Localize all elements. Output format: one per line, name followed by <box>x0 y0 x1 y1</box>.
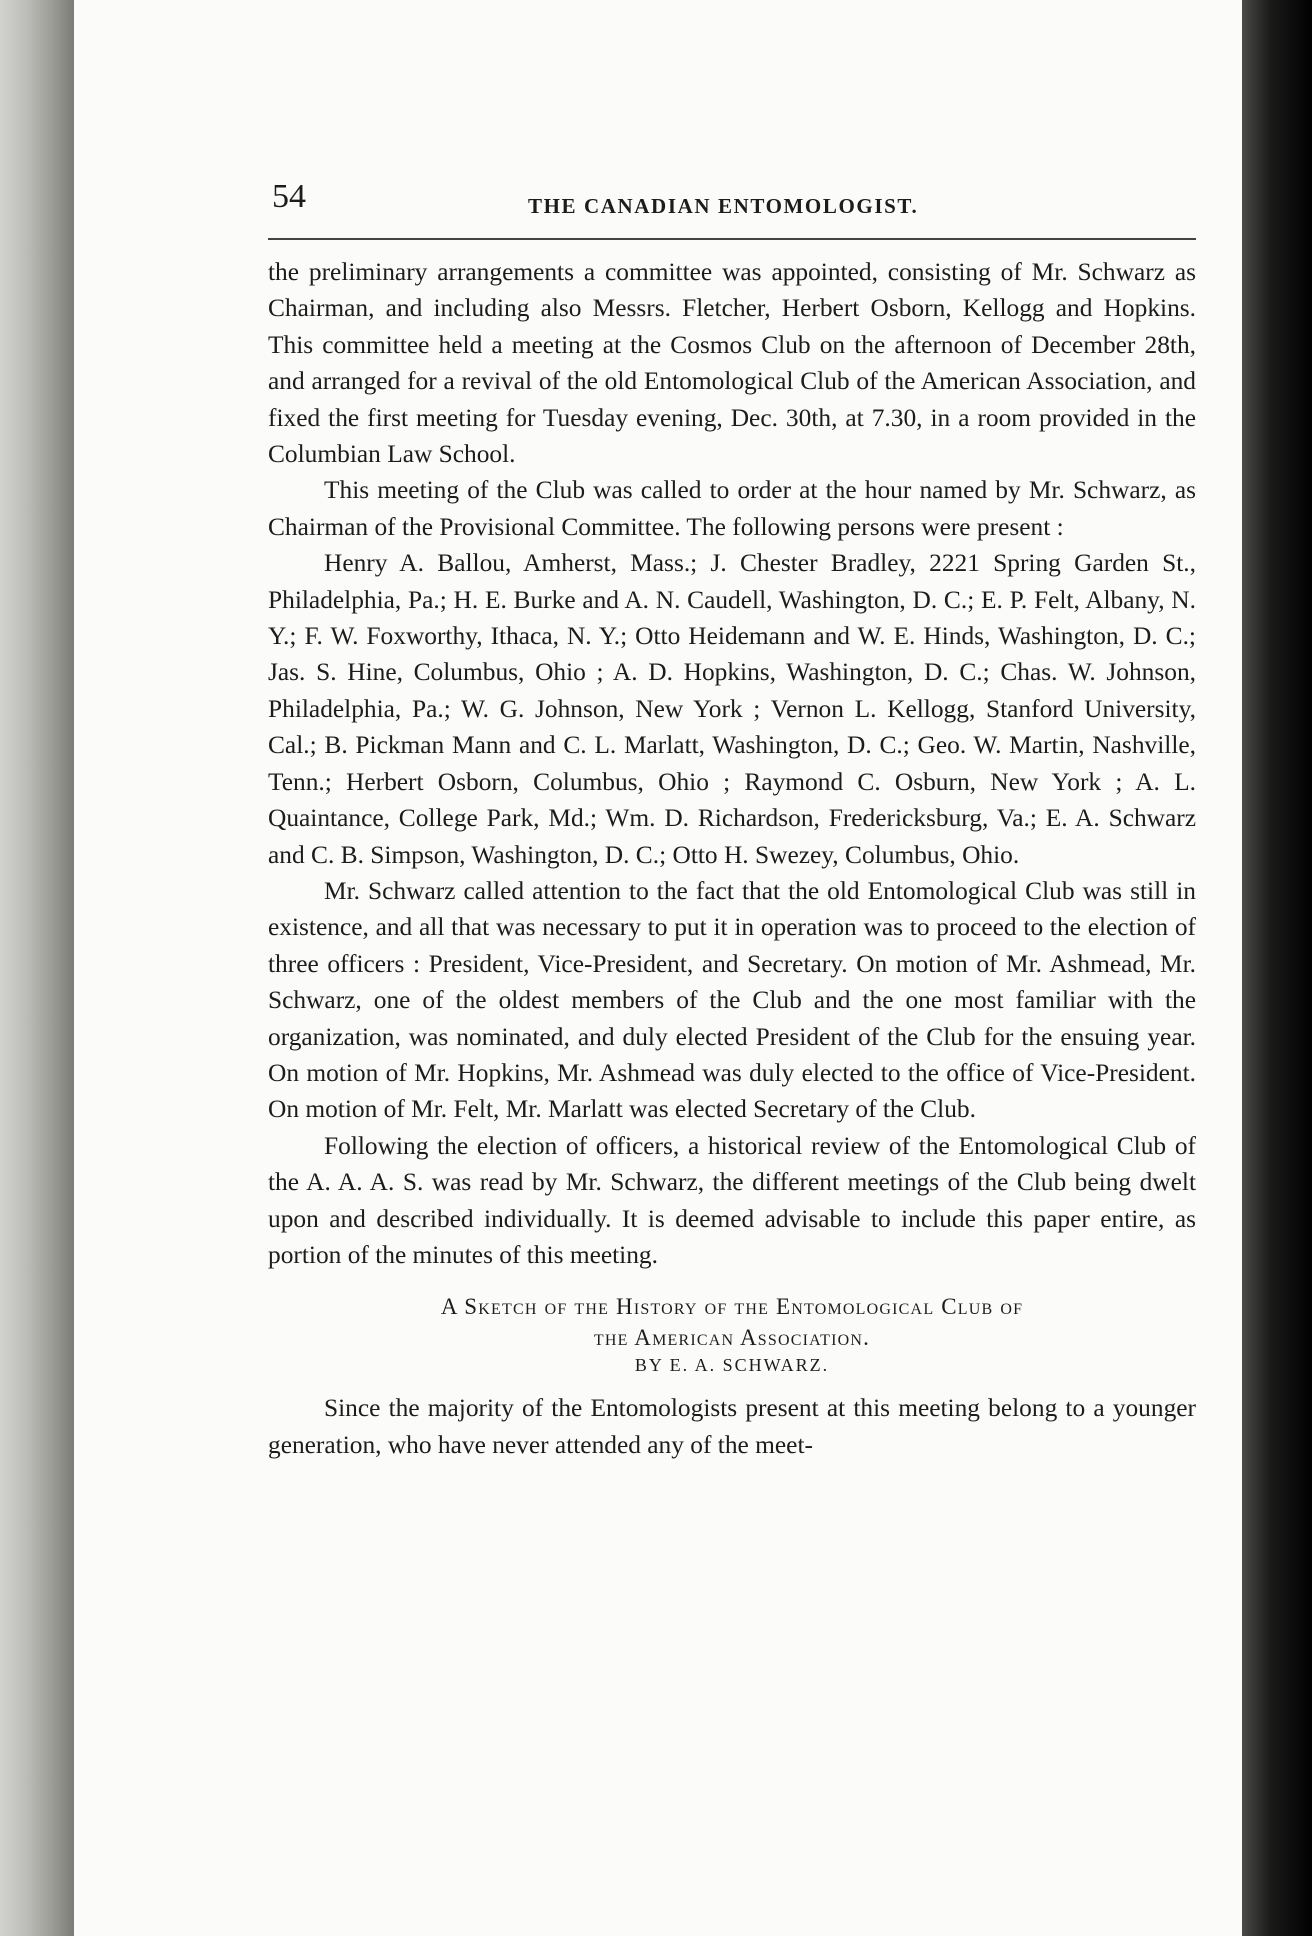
page-number: 54 <box>272 178 306 215</box>
page-text-block <box>268 178 1196 1463</box>
page-header <box>268 178 1196 232</box>
paragraph-sketch-opening: Since the majority of the Entomologists present at this meeting belong to a younger generation, who have never attended any of the meet- <box>268 1394 1196 1459</box>
paragraph-historical-review: Following the election of officers, a historical review of the Entomological Club of the A. A. A. S. was read by Mr. Schwarz, the different meetings of the Club being dwelt upon and described individually. It is deemed advisable to include this paper entire, as portion of the minutes of this meeting. <box>268 1131 1196 1269</box>
section-heading-line-1: A Sketch of the History of the Entomological Club of <box>440 1294 1024 1320</box>
header-rule <box>268 238 1196 240</box>
paragraph-continuation: the preliminary arrangements a committee was appointed, consisting of Mr. Schwarz as Chairman, and including also Messrs. Fletcher, Herbert Osborn, Kellogg and Hopkins. This committee held a meeting at the Cosmos Club on the afternoon of December 28th, and arranged for a revival of the old Entomological Club of the American Association, and fixed the first meeting for Tuesday evening, Dec. 30th, at 7.30, in a room provided in the Columbian Law School. <box>268 258 1196 469</box>
paragraph-attendees: Henry A. Ballou, Amherst, Mass.; J. Chester Bradley, 2221 Spring Garden St., Philadelphia, Pa.; H. E. Burke and A. N. Caudell, Washington, D. C.; E. P. Felt, Albany, N. Y.; F. W. Foxworthy, Ithaca, N. Y.; Otto Heidemann and W. E. Hinds, Washington, D. C.; Jas. S. Hine, Columbus, Ohio ; A. D. Hopkins, Washington, D. C.; Chas. W. Johnson, Philadelphia, Pa.; W. G. Johnson, New York ; Vernon L. Kellogg, Stanford University, Cal.; B. Pickman Mann and C. L. Marlatt, Washington, D. C.; Geo. W. Martin, Nashville, Tenn.; Herbert Osborn, Columbus, Ohio ; Raymond C. Osburn, New York ; A. L. Quaintance, College Park, Md.; Wm. D. Richardson, Fredericksburg, Va.; E. A. Schwarz and C. B. Simpson, Washington, D. C.; Otto H. Swezey, Columbus, Ohio. <box>268 549 1196 869</box>
section-heading <box>268 1291 1196 1353</box>
paragraph-meeting-called: This meeting of the Club was called to order at the hour named by Mr. Schwarz, as Chairman of the Provisional Committee. The following persons were present : <box>268 476 1196 541</box>
running-title: THE CANADIAN ENTOMOLOGIST. <box>528 194 919 218</box>
page-edge-shadow <box>1242 0 1312 1936</box>
section-byline: BY E. A. SCHWARZ. <box>634 1355 830 1376</box>
paragraph-election: Mr. Schwarz called attention to the fact that the old Entomological Club was still in existence, and all that was necessary to put it in operation was to proceed to the election of three officers : President, Vice-President, and Secretary. On motion of Mr. Ashmead, Mr. Schwarz, one of the oldest members of the Club and the one most familiar with the organization, was nominated, and duly elected President of the Club for the ensuing year. On motion of Mr. Hopkins, Mr. Ashmead was duly elected to the office of Vice-President. On motion of Mr. Felt, Mr. Marlatt was elected Secretary of the Club. <box>268 876 1196 1124</box>
section-heading-line-2: the American Association. <box>593 1325 871 1351</box>
book-gutter <box>0 0 74 1936</box>
